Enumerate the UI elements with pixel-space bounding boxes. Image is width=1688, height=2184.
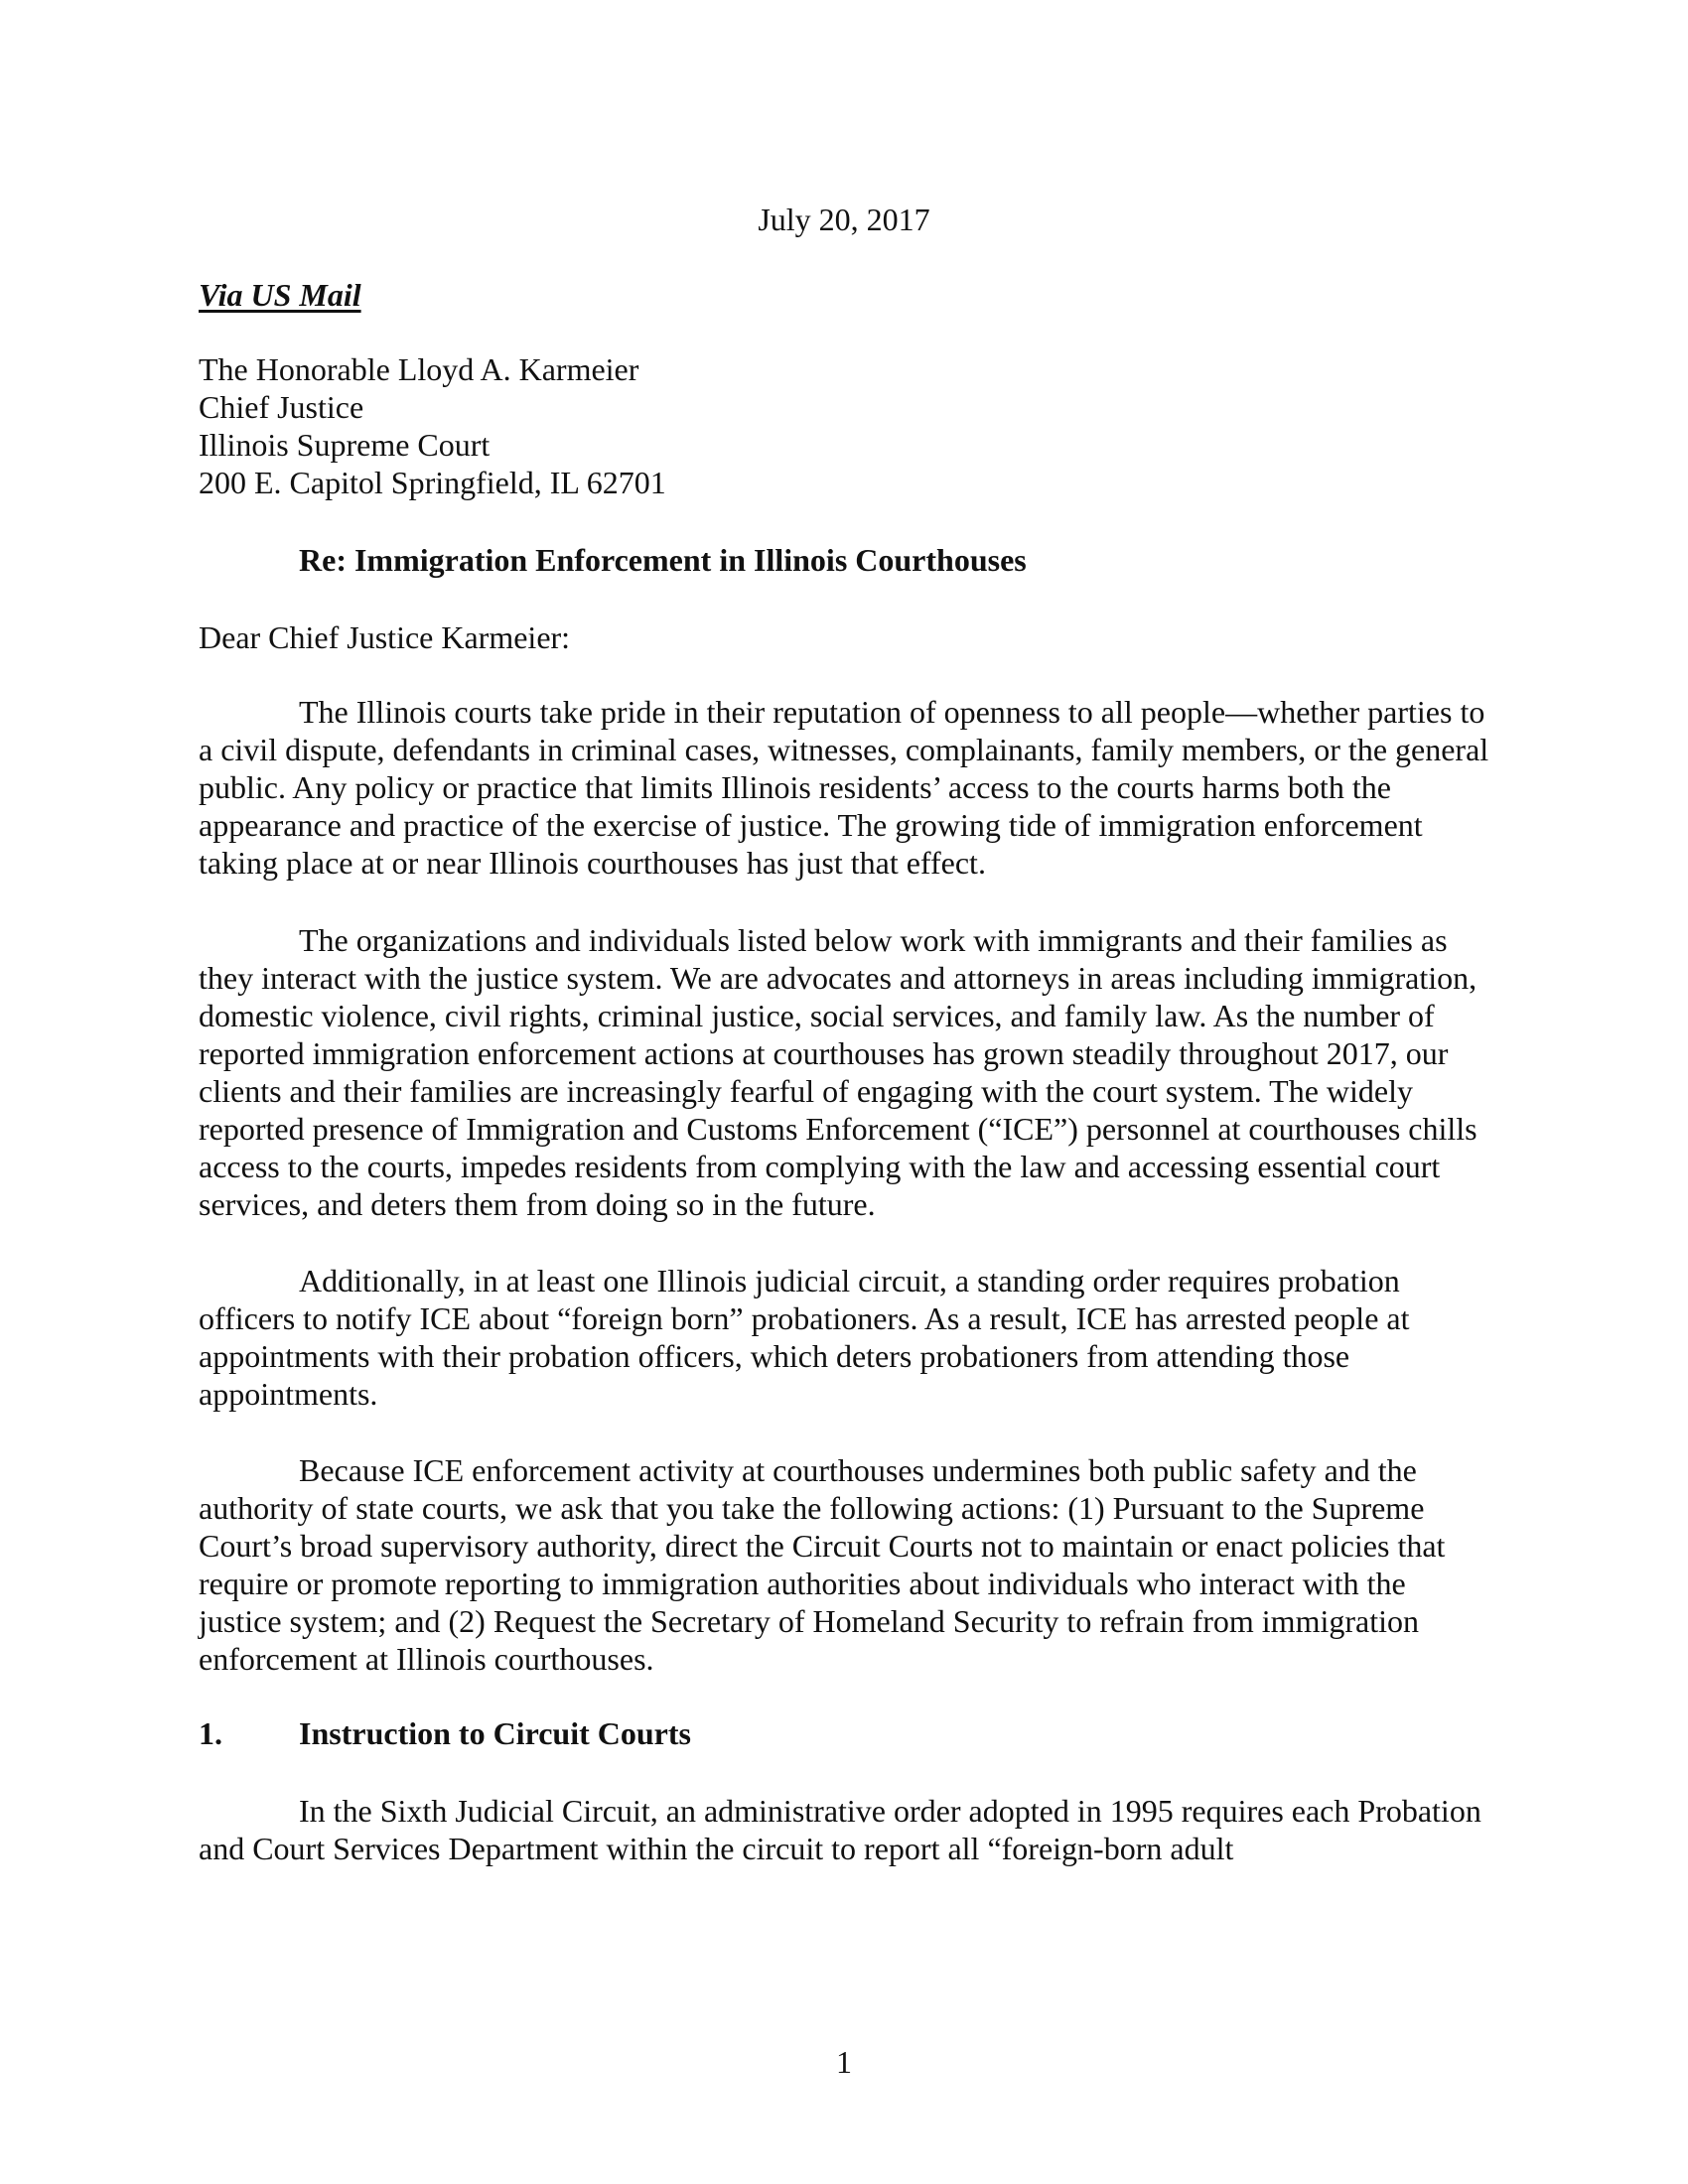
- section-number: 1.: [199, 1715, 222, 1751]
- recipient-name: The Honorable Lloyd A. Karmeier: [199, 351, 639, 387]
- recipient-title: Chief Justice: [199, 389, 364, 425]
- salutation: Dear Chief Justice Karmeier:: [199, 619, 571, 655]
- recipient-organization: Illinois Supreme Court: [199, 427, 491, 463]
- recipient-street-address: 200 E. Capitol Springfield, IL 62701: [199, 465, 666, 500]
- section-paragraph: In the Sixth Judicial Circuit, an administrative order adopted in 1995 requires each Probation and Court Services Department within the circuit to report all “foreign-born adult: [199, 1793, 1481, 1866]
- recipient-address: [199, 350, 1489, 501]
- section-title: Instruction to Circuit Courts: [299, 1715, 691, 1751]
- body-paragraph: The organizations and individuals listed below work with immigrants and their families as they interact with the justice system. We are advocates and attorneys in areas including immigration, domestic violence, civil rights, criminal justice, social services, and family law. As the number of reported immigration enforcement actions at courthouses has grown steadily throughout 2017, our clients and their families are increasingly fearful of engaging with the court system. The widely reported presence of Immigration and Customs Enforcement (“ICE”) personnel at courthouses chills access to the courts, impedes residents from complying with the law and accessing essential court services, and deters them from doing so in the future.: [199, 922, 1477, 1222]
- body-paragraph: Because ICE enforcement activity at courthouses undermines both public safety and the authority of state courts, we ask that you take the following actions: (1) Pursuant to the Supreme Court’s broad supervisory authority, direct the Circuit Courts not to maintain or enact policies that require or promote reporting to immigration authorities about individuals who interact with the justice system; and (2) Request the Secretary of Homeland Security to refrain from immigration enforcement at Illinois courthouses.: [199, 1452, 1446, 1677]
- letter-date: July 20, 2017: [758, 202, 930, 237]
- page-number: 1: [836, 2044, 852, 2080]
- body-paragraph: The Illinois courts take pride in their reputation of openness to all people—whether parties to a civil dispute, defendants in criminal cases, witnesses, complainants, family members, or the general public. Any policy or practice that limits Illinois residents’ access to the courts harms both the appearance and practice of the exercise of justice. The growing tide of immigration enforcement taking place at or near Illinois courthouses has just that effect.: [199, 694, 1489, 881]
- body-paragraph: Additionally, in at least one Illinois judicial circuit, a standing order requires probation officers to notify ICE about “foreign born” probationers. As a result, ICE has arrested people at appointments with their probation officers, which deters probationers from attending those appointments.: [199, 1263, 1410, 1412]
- delivery-method: Via US Mail: [199, 277, 361, 313]
- subject-line: Re: Immigration Enforcement in Illinois Courthouses: [299, 542, 1027, 578]
- section-heading: [199, 1714, 1489, 1752]
